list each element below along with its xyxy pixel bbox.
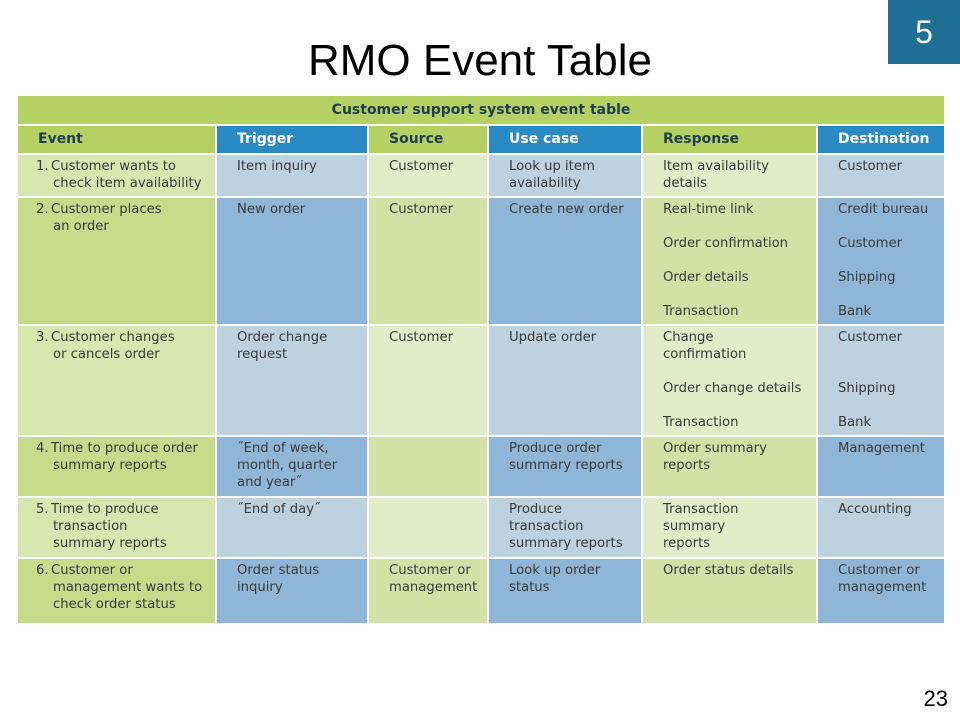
response-text: Transaction [663, 502, 739, 517]
event-first-line [38, 329, 209, 346]
table-row [17, 558, 945, 624]
use-case-text: transaction [509, 519, 584, 534]
column-header-trigger: Trigger [216, 125, 368, 154]
column-header-use-case: Use case [488, 125, 642, 154]
source-cell [368, 497, 488, 558]
trigger-text: inquiry [237, 580, 283, 595]
destination-item [838, 303, 938, 320]
response-item [663, 501, 810, 552]
destination-item [838, 329, 938, 363]
response-text: Real-time link [663, 202, 754, 217]
trigger-cell [216, 197, 368, 325]
response-text: details [663, 176, 707, 191]
destination-text: Customer [838, 159, 903, 174]
response-text: reports [663, 458, 711, 473]
event-table [16, 94, 946, 625]
response-text: Order status details [663, 563, 794, 578]
response-text: Order summary [663, 441, 767, 456]
event-text: summary reports [53, 458, 167, 473]
event-number: 1. [36, 159, 49, 174]
destination-item [838, 501, 938, 518]
trigger-text: New order [237, 202, 306, 217]
trigger-cell [216, 558, 368, 624]
destination-cell [817, 558, 945, 624]
source-text: Customer [389, 159, 454, 174]
response-text: Transaction [663, 415, 739, 430]
source-cell [368, 154, 488, 197]
destination-text: Management [838, 441, 925, 456]
destination-text: Accounting [838, 502, 912, 517]
destination-text: Shipping [838, 381, 896, 396]
table-body [17, 154, 945, 624]
event-text: Customer changes [51, 330, 175, 345]
response-text: Item availability [663, 159, 769, 174]
source-text: Customer [389, 330, 454, 345]
response-cell [642, 558, 817, 624]
use-case-text: Produce [509, 502, 563, 517]
trigger-text: and year˝ [237, 475, 303, 490]
response-item [663, 235, 810, 252]
event-number: 2. [36, 202, 49, 217]
source-cell [368, 325, 488, 436]
trigger-cell [216, 497, 368, 558]
source-text: Customer [389, 202, 454, 217]
use-case-text: Create new order [509, 202, 624, 217]
trigger-text: ˝End of day˝ [237, 502, 321, 517]
destination-item [838, 440, 938, 457]
response-cell [642, 436, 817, 497]
event-first-line [38, 201, 209, 218]
use-case-text: availability [509, 176, 581, 191]
trigger-cell [216, 436, 368, 497]
event-number: 6. [36, 563, 49, 578]
destination-item [838, 414, 938, 431]
event-text: Customer or [51, 563, 133, 578]
event-number: 3. [36, 330, 49, 345]
trigger-text: month, quarter [237, 458, 338, 473]
destination-text: Customer [838, 236, 903, 251]
destination-text: Customer or management [838, 563, 927, 595]
destination-text: Shipping [838, 270, 896, 285]
event-first-line [38, 158, 209, 175]
source-text: Customer or management [389, 563, 478, 595]
destination-cell [817, 154, 945, 197]
response-text: Order confirmation [663, 236, 789, 251]
use-case-text: Produce order [509, 441, 602, 456]
event-text: summary reports [53, 536, 167, 551]
response-text: Order details [663, 270, 749, 285]
use-case-text: summary reports [509, 536, 623, 551]
destination-cell [817, 325, 945, 436]
table-caption: Customer support system event table [17, 95, 945, 125]
response-item [663, 414, 810, 431]
event-number: 5. [36, 502, 49, 517]
response-item [663, 380, 810, 397]
destination-text: Credit bureau [838, 202, 929, 217]
event-number: 4. [36, 441, 49, 456]
use-case-cell [488, 497, 642, 558]
use-case-cell [488, 154, 642, 197]
response-text: Change [663, 330, 714, 345]
source-cell [368, 558, 488, 624]
response-cell [642, 197, 817, 325]
table-row [17, 197, 945, 325]
trigger-text: request [237, 347, 288, 362]
use-case-text: Look up item [509, 159, 595, 174]
event-cell [17, 497, 216, 558]
column-header-destination: Destination [817, 125, 945, 154]
trigger-cell [216, 154, 368, 197]
response-item [663, 201, 810, 218]
event-first-line [38, 501, 209, 518]
response-item [663, 329, 810, 363]
response-item [663, 303, 810, 320]
event-text: Customer places [51, 202, 162, 217]
source-cell [368, 436, 488, 497]
event-text: check order status [53, 597, 176, 612]
trigger-text: ˝End of week, [237, 441, 329, 456]
event-text: management wants to [53, 580, 203, 595]
destination-item [838, 201, 938, 218]
chapter-number-badge: 5 [888, 0, 960, 64]
event-first-line [38, 562, 209, 579]
response-text: reports [663, 536, 711, 551]
destination-cell [817, 436, 945, 497]
response-text: Order change details [663, 381, 802, 396]
destination-cell [817, 197, 945, 325]
event-cell [17, 325, 216, 436]
destination-item [838, 235, 938, 252]
response-item [663, 440, 810, 474]
trigger-text: Order change [237, 330, 328, 345]
use-case-cell [488, 325, 642, 436]
column-header-response: Response [642, 125, 817, 154]
event-cell [17, 197, 216, 325]
use-case-text: summary reports [509, 458, 623, 473]
use-case-cell [488, 197, 642, 325]
response-item [663, 269, 810, 286]
trigger-text: Order status [237, 563, 320, 578]
trigger-cell [216, 325, 368, 436]
response-cell [642, 325, 817, 436]
use-case-cell [488, 436, 642, 497]
response-text: confirmation [663, 347, 747, 362]
event-text: Customer wants to [51, 159, 176, 174]
event-cell [17, 154, 216, 197]
page-number: 23 [923, 686, 948, 711]
table-row [17, 436, 945, 497]
response-text: Transaction [663, 304, 739, 319]
event-first-line [38, 440, 209, 457]
destination-text: Customer [838, 330, 903, 345]
response-text: summary [663, 519, 726, 534]
destination-item [838, 562, 938, 596]
slide-title: RMO Event Table [307, 36, 652, 85]
event-text: Time to produce [51, 502, 159, 517]
event-cell [17, 436, 216, 497]
table-row [17, 497, 945, 558]
destination-text: Bank [838, 304, 872, 319]
event-text: Time to produce order [51, 441, 198, 456]
table-row [17, 154, 945, 197]
event-text: or cancels order [53, 347, 160, 362]
source-cell [368, 197, 488, 325]
event-text: an order [53, 219, 109, 234]
response-item [663, 562, 810, 579]
response-cell [642, 497, 817, 558]
destination-item [838, 269, 938, 286]
column-header-event: Event [17, 125, 216, 154]
table-row [17, 325, 945, 436]
destination-cell [817, 497, 945, 558]
destination-item [838, 380, 938, 397]
response-item [663, 158, 810, 192]
destination-text: Bank [838, 415, 872, 430]
use-case-text: Update order [509, 330, 597, 345]
event-cell [17, 558, 216, 624]
use-case-cell [488, 558, 642, 624]
trigger-text: Item inquiry [237, 159, 317, 174]
event-text: check item availability [53, 176, 202, 191]
response-cell [642, 154, 817, 197]
destination-item [838, 158, 938, 175]
event-text: transaction [53, 519, 128, 534]
use-case-text: status [509, 580, 550, 595]
column-header-source: Source [368, 125, 488, 154]
use-case-text: Look up order [509, 563, 601, 578]
